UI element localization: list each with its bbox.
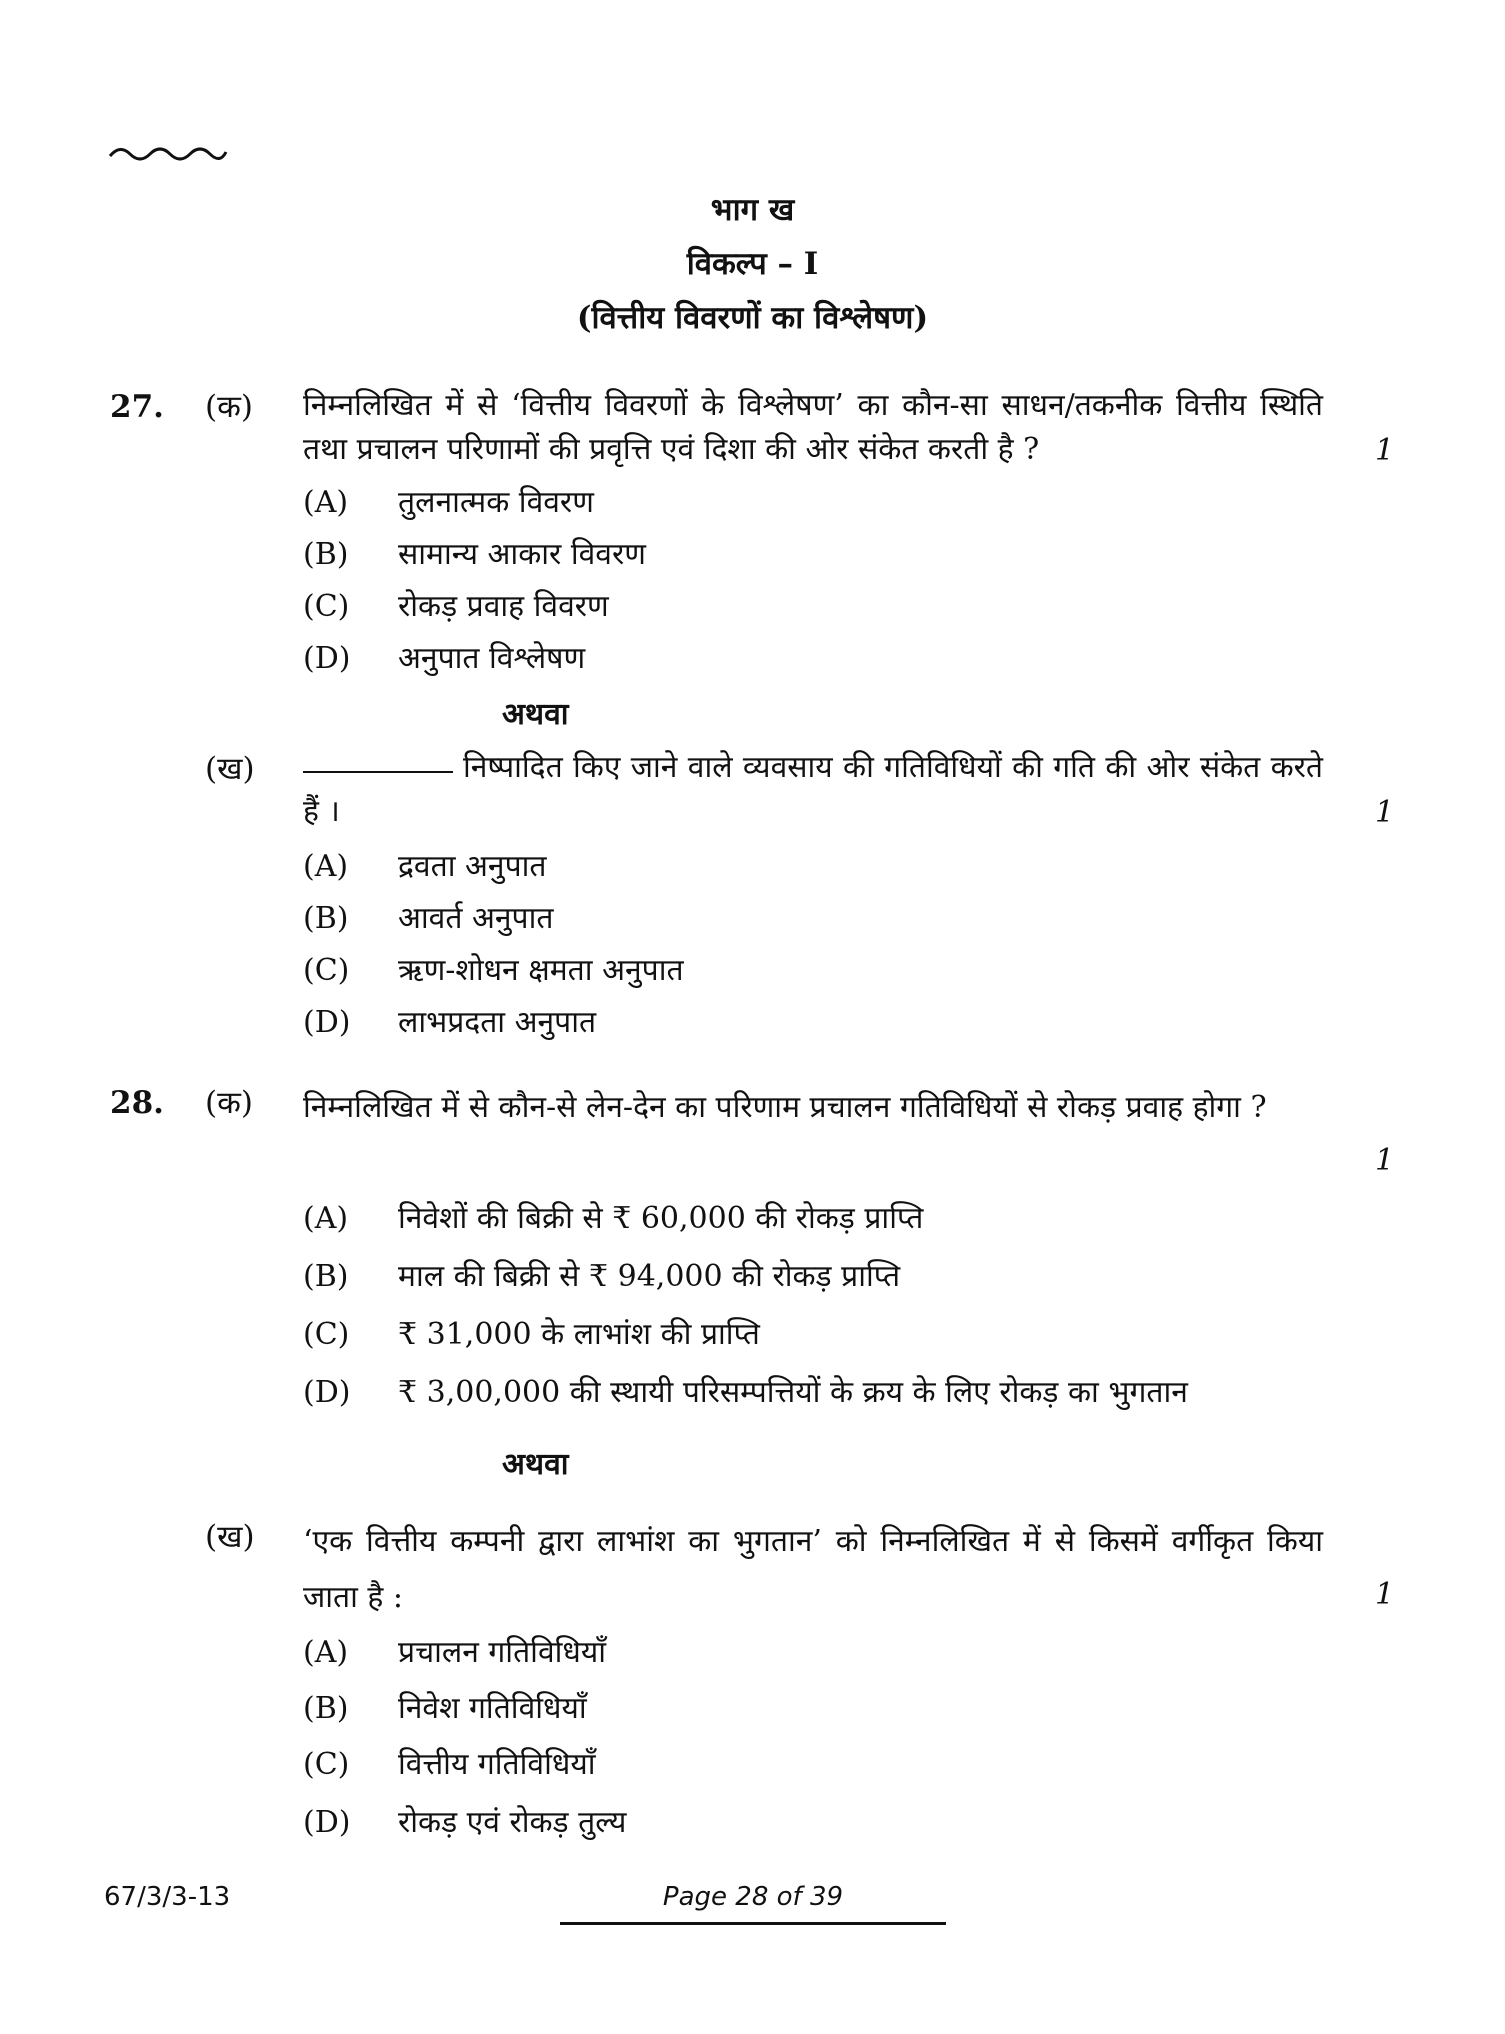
option-text: रोकड़ प्रवाह विवरण <box>398 589 609 624</box>
option-item <box>303 1802 626 1844</box>
question-part-label: (ख) <box>205 751 255 787</box>
option-text: लाभप्रदता अनुपात <box>398 1005 597 1040</box>
option-letter: (B) <box>303 537 349 572</box>
marks: 1 <box>1375 1577 1395 1612</box>
page-number: Page 28 of 39 <box>662 1882 844 1912</box>
option-item <box>303 638 585 680</box>
option-text: ऋण-शोधन क्षमता अनुपात <box>398 953 684 988</box>
option-item <box>303 1372 1188 1414</box>
option-text: निवेशों की बिक्री से ₹ 60,000 की रोकड़ प्राप्ति <box>398 1201 924 1236</box>
option-letter: (A) <box>303 849 349 884</box>
question-text: निम्नलिखित में से कौन-से लेन-देन का परिणाम प्रचालन गतिविधियों से रोकड़ प्रवाह होगा ? <box>303 1090 1267 1125</box>
option-letter: (C) <box>303 1317 350 1352</box>
option-letter: (A) <box>303 485 349 520</box>
question-text: ‘एक वित्तीय कम्पनी द्वारा लाभांश का भुगतान’ को निम्नलिखित में से किसमें वर्गीकृत किया जाता है : <box>303 1524 1323 1615</box>
question-number: 28. <box>110 1085 164 1121</box>
option-letter: (D) <box>303 1805 351 1840</box>
option-item <box>303 1632 606 1674</box>
option-item <box>303 1744 596 1786</box>
marks: 1 <box>1375 795 1395 830</box>
option-item <box>303 1256 900 1298</box>
footer-rule <box>560 1922 946 1925</box>
question-part-label: (ख) <box>205 1519 255 1555</box>
option-text: ₹ 3,00,000 की स्थायी परिसम्पत्तियों के क्रय के लिए रोकड़ का भुगतान <box>398 1375 1188 1410</box>
option-item <box>303 586 609 628</box>
or-separator: अथवा <box>502 697 569 732</box>
option-item <box>303 482 594 524</box>
option-letter: (C) <box>303 1747 350 1782</box>
option-letter: (B) <box>303 901 349 936</box>
option-item <box>303 950 684 992</box>
option-letter: (C) <box>303 589 350 624</box>
option-text: ₹ 31,000 के लाभांश की प्राप्ति <box>398 1317 760 1352</box>
topic-heading: (वित्तीय विवरणों का विश्लेषण) <box>576 300 929 336</box>
or-separator: अथवा <box>502 1447 569 1482</box>
question-number: 27. <box>110 389 164 425</box>
option-heading: विकल्प – I <box>686 246 819 282</box>
question-text-content: निष्पादित किए जाने वाले व्यवसाय की गतिविधियों की गति की ओर संकेत करते हैं । <box>303 750 1323 829</box>
option-letter: (B) <box>303 1691 349 1726</box>
option-item <box>303 534 646 576</box>
paper-code: 67/3/3-13 <box>104 1882 231 1912</box>
option-item <box>303 1314 760 1356</box>
question-text: निम्नलिखित में से ‘वित्तीय विवरणों के विश्लेषण’ का कौन-सा साधन/तकनीक वित्तीय स्थिति तथा प्रचालन परिणामों की प्रवृत्ति एवं दिशा की ओर संकेत करती है ? <box>303 388 1323 467</box>
option-item <box>303 898 553 940</box>
option-letter: (B) <box>303 1259 349 1294</box>
option-letter: (C) <box>303 953 350 988</box>
option-letter: (D) <box>303 1375 351 1410</box>
option-text: सामान्य आकार विवरण <box>398 537 646 572</box>
marks: 1 <box>1375 1143 1395 1178</box>
option-text: वित्तीय गतिविधियाँ <box>398 1747 596 1782</box>
option-letter: (A) <box>303 1201 349 1236</box>
option-item <box>303 846 547 888</box>
part-heading: भाग ख <box>710 192 795 228</box>
option-item <box>303 1688 587 1730</box>
question-part-label: (क) <box>205 1085 253 1121</box>
option-text: द्रवता अनुपात <box>398 849 547 884</box>
option-text: निवेश गतिविधियाँ <box>398 1691 587 1726</box>
squiggle-mark <box>108 138 228 168</box>
fill-blank <box>303 770 453 773</box>
option-text: माल की बिक्री से ₹ 94,000 की रोकड़ प्राप्ति <box>398 1259 901 1294</box>
option-text: अनुपात विश्लेषण <box>398 641 586 676</box>
question-text <box>303 746 1323 834</box>
marks: 1 <box>1375 433 1395 468</box>
option-text: आवर्त अनुपात <box>398 901 554 936</box>
option-text: प्रचालन गतिविधियाँ <box>398 1635 607 1670</box>
option-item <box>303 1002 596 1044</box>
option-letter: (D) <box>303 1005 351 1040</box>
option-letter: (D) <box>303 641 351 676</box>
question-part-label: (क) <box>205 389 253 425</box>
option-letter: (A) <box>303 1635 349 1670</box>
option-item <box>303 1198 923 1240</box>
option-text: तुलनात्मक विवरण <box>398 485 594 520</box>
option-text: रोकड़ एवं रोकड़ तुल्य <box>398 1805 627 1840</box>
